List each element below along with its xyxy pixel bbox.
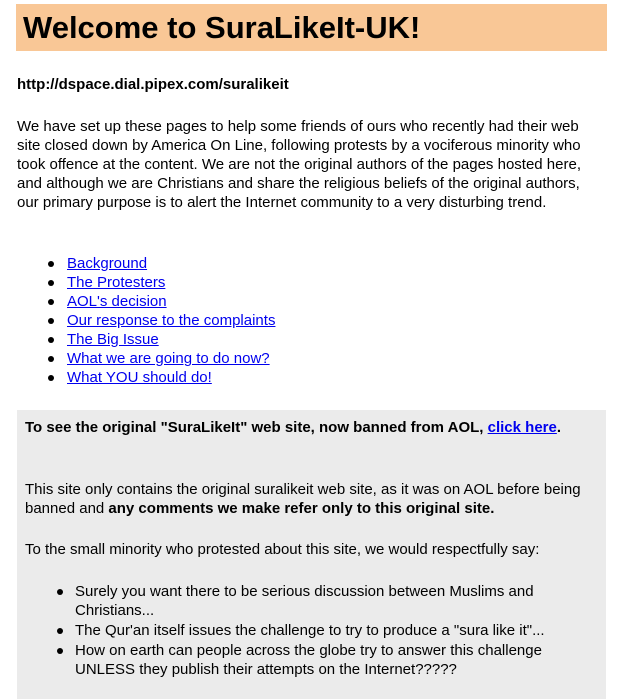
- nav-item-what-now: [17, 349, 275, 368]
- bullet-icon: [57, 648, 63, 654]
- link-what-now[interactable]: What we are going to do now?: [67, 350, 270, 367]
- point-text: Surely you want there to be serious discussion between Muslims and Christians...: [75, 583, 534, 619]
- point-text: How on earth can people across the globe try to answer this challenge UNLESS they publish their attempts on the Internet?????: [75, 642, 542, 678]
- link-what-you-do[interactable]: What YOU should do!: [67, 369, 212, 386]
- page-title: Welcome to SuraLikeIt-UK!: [23, 10, 421, 45]
- nav-item-what-you-do: [17, 368, 275, 387]
- bullet-icon: [48, 280, 54, 286]
- points-list: [25, 582, 600, 680]
- link-protesters[interactable]: The Protesters: [67, 274, 166, 291]
- list-item: [25, 582, 600, 620]
- intro-paragraph: We have set up these pages to help some friends of ours who recently had their web site closed down by America On Line, following protests by a vociferous minority who took offence at the content. We are not the original authors of the pages hosted here, and although we are Christians and share the religious beliefs of the original authors, our primary purpose is to alert the Internet community to a very disturbing trend.: [17, 118, 581, 211]
- original-site-notice: [25, 418, 595, 437]
- point-text: The Qur'an itself issues the challenge to try to produce a "sura like it"...: [75, 622, 545, 639]
- site-url: http://dspace.dial.pipex.com/suralikeit: [17, 76, 289, 93]
- list-item: [25, 621, 600, 640]
- nav-item-big-issue: [17, 330, 275, 349]
- notice-box: [17, 410, 606, 699]
- nav-item-aol-decision: [17, 292, 275, 311]
- bullet-icon: [48, 356, 54, 362]
- bullet-icon: [48, 318, 54, 324]
- site-contents-bold: any comments we make refer only to this original site.: [108, 500, 495, 517]
- nav-item-background: [17, 254, 275, 273]
- bullet-icon: [48, 299, 54, 305]
- link-aol-decision[interactable]: AOL's decision: [67, 293, 167, 310]
- link-big-issue[interactable]: The Big Issue: [67, 331, 159, 348]
- bullet-icon: [48, 261, 54, 267]
- bullet-icon: [57, 628, 63, 634]
- site-contents-notice: [25, 480, 600, 518]
- original-site-end: .: [556, 419, 562, 436]
- nav-item-protesters: [17, 273, 275, 292]
- link-response[interactable]: Our response to the complaints: [67, 312, 276, 329]
- bullet-icon: [57, 589, 63, 595]
- bullet-icon: [48, 337, 54, 343]
- nav-link-list: [17, 254, 275, 387]
- title-banner: [16, 4, 607, 51]
- minority-message: To the small minority who protested about this site, we would respectfully say:: [25, 541, 540, 558]
- site-contents-text: This site only contains the original suralikeit web site, as it was on AOL before being banned and: [25, 481, 581, 517]
- original-site-text: To see the original "SuraLikeIt" web site, now banned from AOL,: [25, 419, 488, 436]
- list-item: [25, 641, 600, 679]
- link-background[interactable]: Background: [67, 255, 148, 272]
- bullet-icon: [48, 375, 54, 381]
- click-here-link[interactable]: click here: [487, 419, 557, 436]
- nav-item-response: [17, 311, 275, 330]
